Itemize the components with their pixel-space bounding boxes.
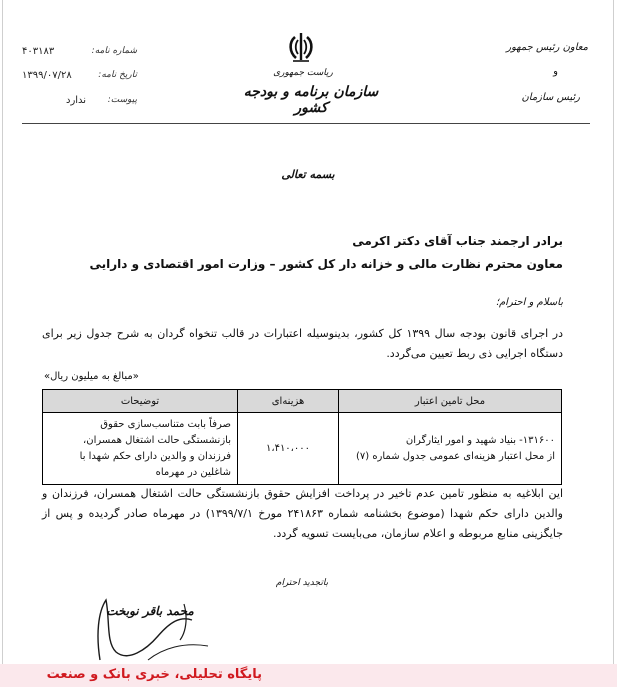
letter-number — [22, 46, 137, 60]
recipient-line-2: معاون محترم نظارت مالی و خزانه دار کل کشور – وزارت امور اقتصادی و دارایی — [89, 257, 563, 271]
signatory-title-2: رئیس سازمان — [521, 92, 580, 103]
letter-number-value: ۴۰۳۱۸۳ — [22, 46, 55, 57]
col-amount-header: هزینه‌ای — [238, 390, 339, 413]
closing-text: باتجدید احترام — [275, 578, 329, 588]
handwritten-signature — [88, 590, 258, 670]
footer-banner — [0, 664, 617, 687]
col-source-header: محل تامین اعتبار — [339, 390, 562, 413]
signatory-title-1: معاون رئیس جمهور — [506, 42, 588, 53]
cell-source-line-2: از محل اعتبار هزینه‌ای عمومی جدول شماره (۷) — [355, 450, 555, 462]
letter-attachment-label: پیوست: — [107, 95, 137, 105]
table-row — [43, 413, 562, 485]
salutation: باسلام و احترام؛ — [495, 297, 563, 308]
letter-date-label: تاریخ نامه: — [98, 70, 137, 80]
cell-description: صرفاً بابت متناسب‌سازی حقوق بازنشستگی حالت اشتغال همسران، فرزندان و والدین دارای حکم شهدا با شاغلین در مهرماه — [43, 413, 238, 485]
footer-text: پایگاه تحلیلی، خبری بانک و صنعت — [46, 667, 262, 682]
header-rule — [22, 123, 590, 124]
letter-attachment-value: ندارد — [66, 95, 87, 106]
cell-source-line-1: ۱۳۱۶۰۰- بنیاد شهید و امور ایثارگران — [405, 434, 555, 446]
col-description-header: توضیحات — [43, 390, 238, 413]
letter-date — [22, 70, 137, 84]
iran-emblem-icon — [284, 30, 318, 64]
body-paragraph: این ابلاغیه به منظور تامین عدم تاخیر در پرداخت افزایش حقوق بازنشستگی حالت اشتغال همسران، فرزندان و والدین دارای حکم شهدا (موضوع بخشنامه شماره ۲۴۱۸۶۳ مورخ ۱۳۹۹/۷/۱) در مهرماه صادر گردیده و پس از جایگزینی منابع مربوطه و اعلام سازمان، می‌بایست تسویه گردد. — [42, 487, 563, 540]
letter-attachment — [22, 95, 137, 109]
cell-source — [339, 413, 562, 485]
amount-unit-note: «مبالغ به میلیون ریال» — [44, 371, 139, 382]
bismillah: بسمه تعالی — [281, 168, 335, 181]
budget-table — [42, 389, 562, 485]
letter-date-value: ۱۳۹۹/۰۷/۲۸ — [22, 70, 72, 81]
letter-number-label: شماره نامه: — [91, 46, 137, 56]
cell-amount: ۱،۴۱۰،۰۰۰ — [238, 413, 339, 485]
signer-name: محمد باقر نوبخت — [106, 604, 194, 618]
signatory-title-and: و — [553, 66, 558, 77]
org-name: سازمان برنامه و بودجه کشور — [243, 84, 379, 116]
org-presidency: ریاست جمهوری — [273, 68, 333, 78]
recipient-line-1: برادر ارجمند جناب آقای دکتر اکرمی — [352, 234, 563, 248]
intro-paragraph: در اجرای قانون بودجه سال ۱۳۹۹ کل کشور، بدینوسیله اعتبارات در قالب تنخواه گردان به شرح جدول زیر برای دستگاه اجرایی ذی ربط تعیین می‌گردد. — [42, 327, 564, 360]
table-header-row — [43, 390, 562, 413]
